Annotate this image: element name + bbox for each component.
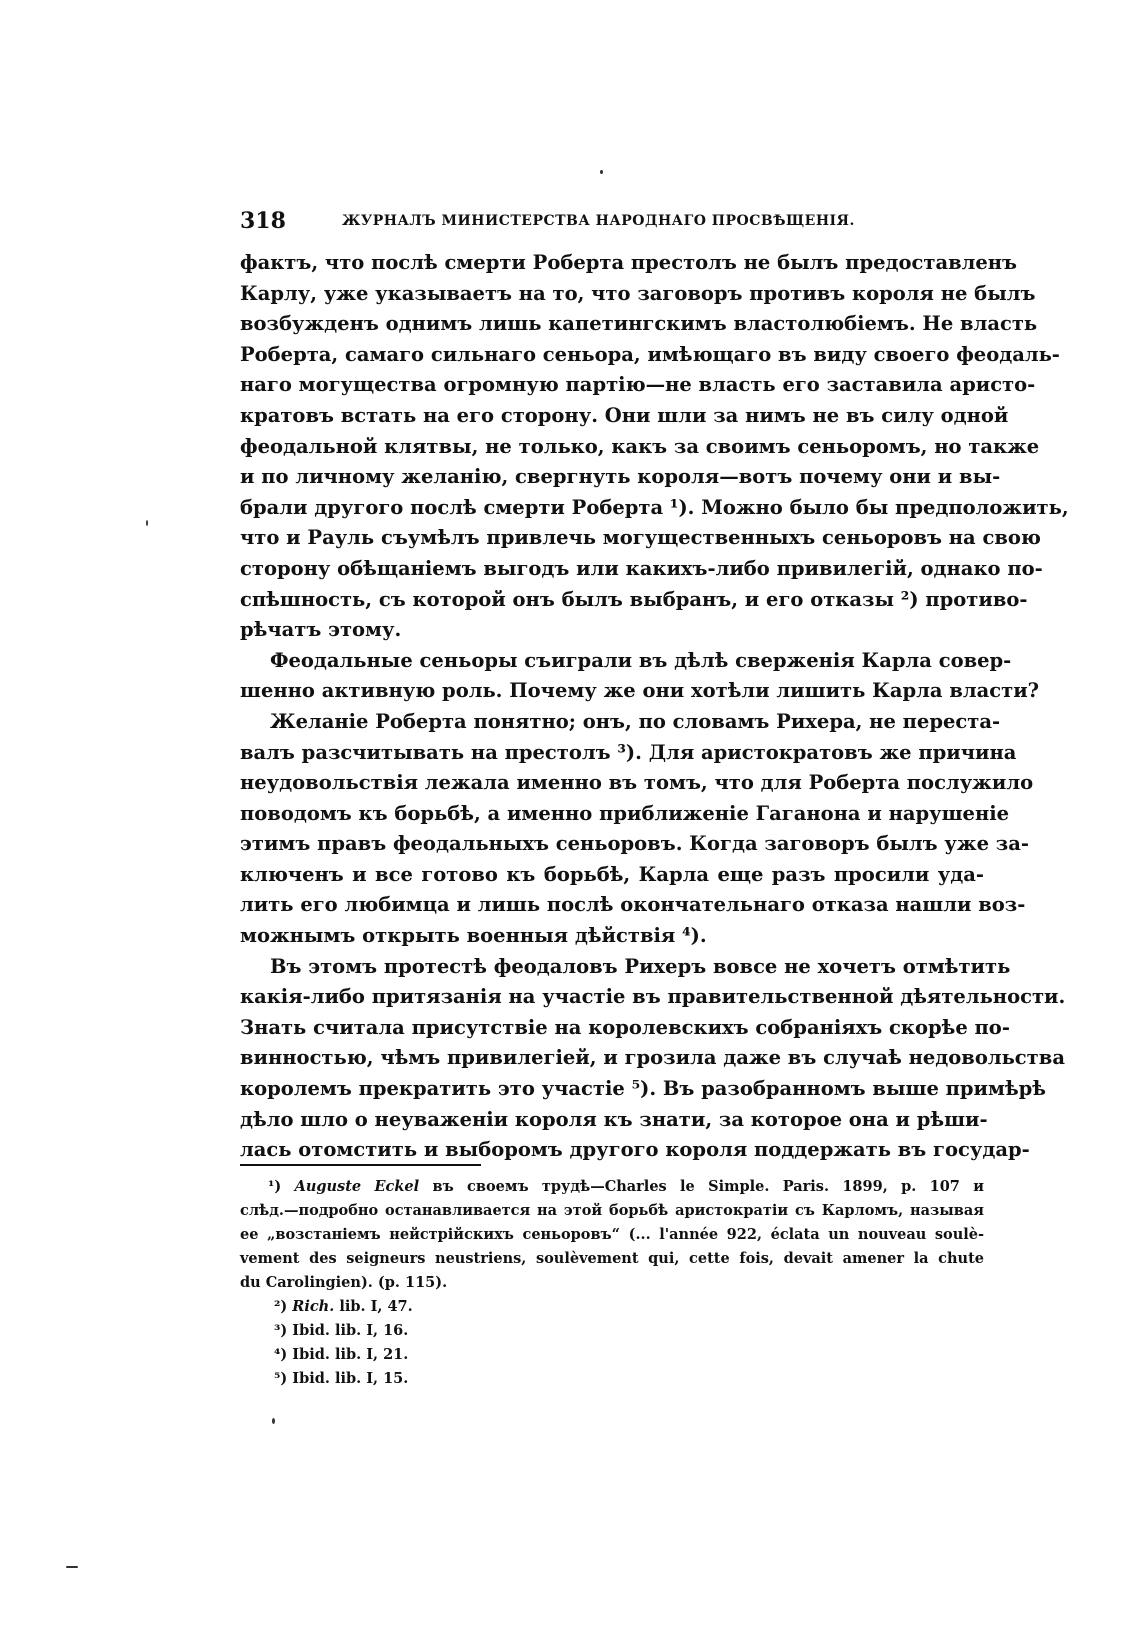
- text-line: лась отомстить и выборомъ другого короля поддержать въ государ-: [240, 1138, 1030, 1162]
- text-line: возбужденъ однимъ лишь капетингскимъ властолюбіемъ. Не власть: [240, 312, 1038, 336]
- text-line: королемъ прекратить это участіе ⁵). Въ разобранномъ выше примѣрѣ: [240, 1077, 1047, 1101]
- footnote-4: ⁴) Ibid. lib. I, 21.: [274, 1346, 409, 1363]
- text-line: поводомъ къ борьбѣ, а именно приближеніе Гаганона и нарушеніе: [240, 801, 1010, 825]
- text-line: рѣчатъ этому.: [240, 618, 402, 642]
- text-line: лить его любимца и лишь послѣ окончательнаго отказа нашли воз-: [240, 893, 1026, 917]
- footnote-1-author: Auguste Eckel: [294, 1178, 420, 1195]
- footnote-rule: [240, 1164, 481, 1166]
- footnote-1-line-5: du Carolingien). (p. 115).: [240, 1274, 448, 1291]
- footnotes: [240, 1175, 984, 1391]
- scan-speck: [146, 520, 148, 526]
- text-line: шенно активную роль. Почему же они хотѣли лишить Карла власти?: [240, 679, 1040, 703]
- text-line: что и Рауль съумѣлъ привлечь могущественныхъ сеньоровъ на свою: [240, 526, 1041, 550]
- text-line: Знать считала присутствіе на королевскихъ собраніяхъ скорѣе по-: [240, 1015, 1010, 1039]
- text-line: Роберта, самаго сильнаго сеньора, имѣющаго въ виду своего феодаль-: [240, 342, 1060, 366]
- footnote-1-line-1: ¹) Auguste Eckel въ своемъ трудѣ—Charles le Simple. Paris. 1899, p. 107 и: [268, 1178, 984, 1195]
- text-line: сторону обѣщаніемъ выгодъ или какихъ-либо привилегій, однако по-: [240, 556, 1043, 580]
- text-line: феодальной клятвы, не только, какъ за своимъ сеньоромъ, но также: [240, 434, 1040, 458]
- text-line: и по личному желанію, свергнуть короля—вотъ почему они и вы-: [240, 465, 1001, 489]
- text-line: винностью, чѣмъ привилегіей, и грозила даже въ случаѣ недовольства: [240, 1046, 1065, 1070]
- text-line: кратовъ встать на его сторону. Они шли за нимъ не въ силу одной: [240, 403, 1009, 427]
- footnote-1-line-4: vement des seigneurs neustriens, soulèvement qui, cette fois, devait amener la chute: [240, 1250, 984, 1267]
- text-line: неудовольствія лежала именно въ томъ, что для Роберта послужило: [240, 771, 1034, 795]
- page-number: 318: [240, 208, 286, 234]
- text-line: Въ этомъ протестѣ феодаловъ Рихеръ вовсе не хочетъ отмѣтить: [270, 954, 1011, 978]
- text-line: валъ разсчитывать на престолъ ³). Для аристократовъ же причина: [240, 740, 1017, 764]
- scan-speck: [66, 1566, 78, 1568]
- main-text: [240, 248, 1069, 1166]
- text-line: этимъ правъ феодальныхъ сеньоровъ. Когда заговоръ былъ уже за-: [240, 832, 1029, 856]
- scan-speck: [600, 170, 603, 174]
- footnote-1-line-2: слѣд.—подробно останавливается на этой борьбѣ аристократіи съ Карломъ, называя: [240, 1202, 984, 1219]
- text-line: можнымъ открыть военныя дѣйствія ⁴).: [240, 924, 707, 948]
- text-line: брали другого послѣ смерти Роберта ¹). Можно было бы предположить,: [240, 495, 1069, 519]
- text-line: дѣло шло о неуваженіи короля къ знати, за которое она и рѣши-: [240, 1107, 988, 1131]
- text-line: фактъ, что послѣ смерти Роберта престолъ не былъ предоставленъ: [240, 251, 1018, 274]
- scan-speck: [272, 1418, 275, 1424]
- footnote-1-line-3: ее „возстаніемъ нейстрійскихъ сеньоровъ“ (... l'année 922, éclata un nouveau soulè-: [240, 1226, 984, 1243]
- running-header: [240, 208, 940, 242]
- footnote-5: ⁵) Ibid. lib. I, 15.: [274, 1370, 409, 1387]
- text-line: ключенъ и все готово къ борьбѣ, Карла еще разъ просили уда-: [240, 862, 984, 886]
- text-line: Желаніе Роберта понятно; онъ, по словамъ Рихера, не переста-: [270, 709, 1001, 733]
- text-line: какія-либо притязанія на участіе въ правительственной дѣятельности.: [240, 985, 1066, 1009]
- text-line: наго могущества огромную партію—не власть его заставила аристо-: [240, 373, 1036, 397]
- running-title: ЖУРНАЛЪ МИНИСТЕРСТВА НАРОДНАГО ПРОСВѢЩЕНІЯ.: [342, 213, 855, 229]
- text-line: Карлу, уже указываетъ на то, что заговоръ противъ короля не былъ: [240, 281, 1036, 305]
- footnote-3: ³) Ibid. lib. I, 16.: [274, 1322, 409, 1339]
- footnote-2: ²) Rich. lib. I, 47.: [274, 1298, 413, 1315]
- text-line: Феодальные сеньоры съиграли въ дѣлѣ сверженія Карла совер-: [270, 648, 1012, 672]
- text-line: спѣшность, съ которой онъ былъ выбранъ, и его отказы ²) противо-: [240, 587, 1028, 611]
